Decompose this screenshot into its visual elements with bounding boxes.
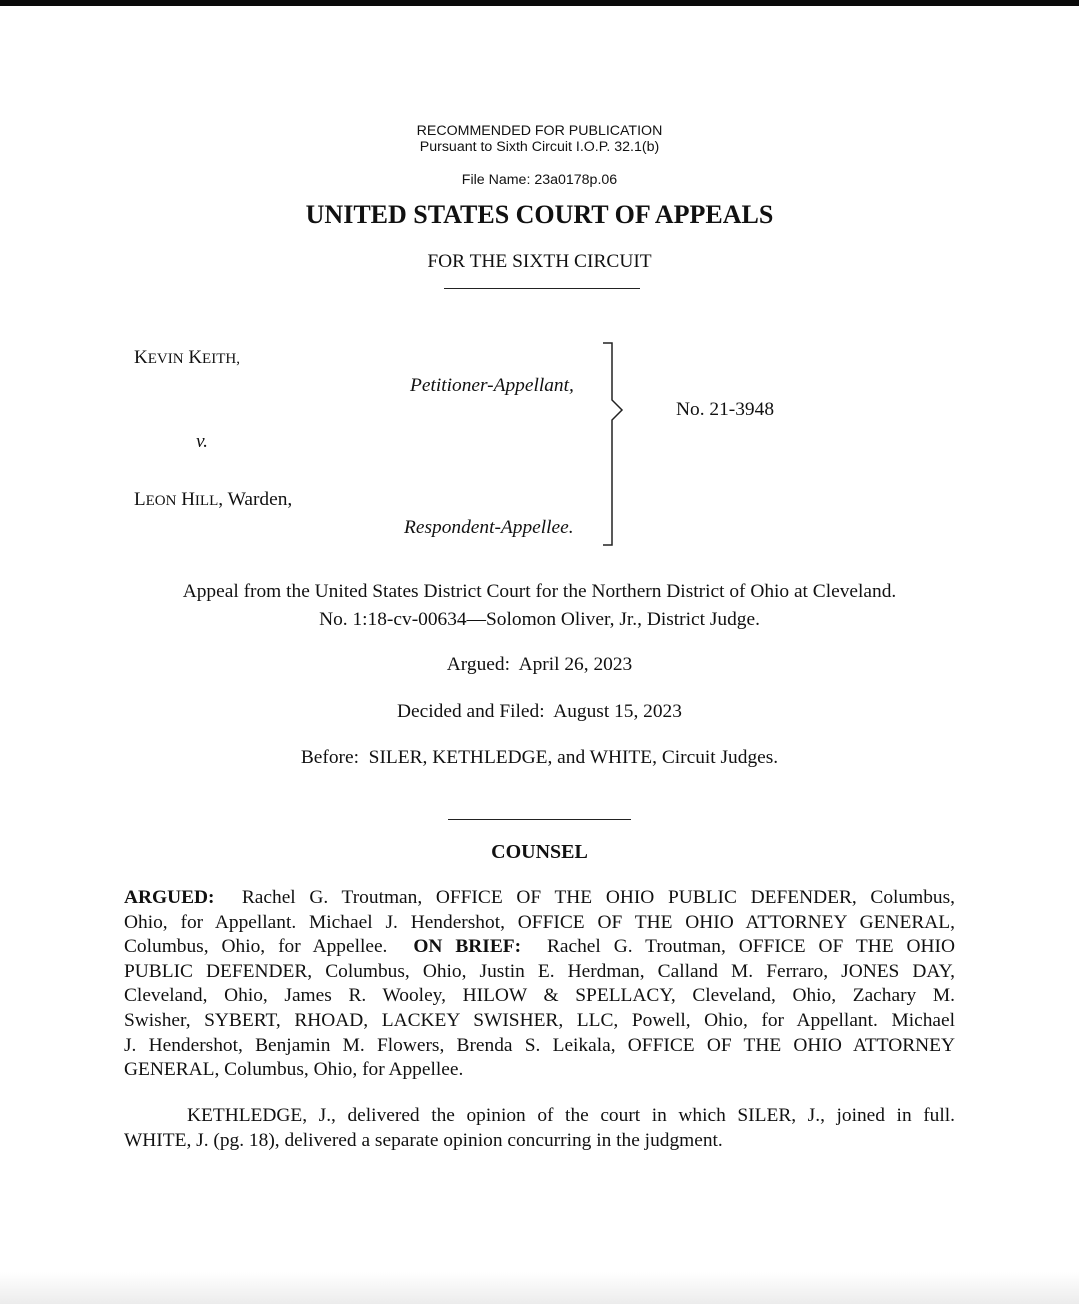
opinion-line-1: KETHLEDGE, J., delivered the opinion of the court in which SILER, J., joined in full.: [187, 1105, 955, 1126]
opinion-line-2: WHITE, J. (pg. 18), delivered a separate opinion concurring in the judgment.: [124, 1129, 723, 1151]
counsel-line-3: Columbus, Ohio, for Appellee. ON BRIEF: Rachel G. Troutman, OFFICE OF THE OHIO: [124, 936, 955, 958]
header-rule: [444, 288, 640, 289]
panel-judges: Before: SILER, KETHLEDGE, and WHITE, Circuit Judges.: [300, 747, 779, 768]
appellee-role: Respondent-Appellee.: [404, 517, 574, 538]
appeal-line-2: No. 1:18-cv-00634—Solomon Oliver, Jr., District Judge.: [319, 609, 760, 630]
decided-date: Decided and Filed: August 15, 2023: [397, 701, 682, 722]
counsel-line-4: PUBLIC DEFENDER, Columbus, Ohio, Justin E. Herdman, Calland M. Ferraro, JONES DAY,: [124, 960, 955, 982]
court-title: UNITED STATES COURT OF APPEALS: [305, 200, 774, 229]
counsel-line-7: J. Hendershot, Benjamin M. Flowers, Brenda S. Leikala, OFFICE OF THE OHIO ATTORNEY: [124, 1034, 955, 1056]
file-name: File Name: 23a0178p.06: [461, 172, 618, 188]
bottom-shadow: [0, 1272, 1079, 1304]
counsel-paragraph: [124, 886, 955, 1083]
counsel-heading: COUNSEL: [491, 841, 588, 863]
argued-date: Argued: April 26, 2023: [446, 654, 633, 675]
versus: v.: [196, 431, 209, 452]
appellee-name: LEON HILL, Warden,: [134, 489, 293, 510]
circuit-name: FOR THE SIXTH CIRCUIT: [427, 251, 652, 272]
argued-label: ARGUED:: [124, 887, 215, 908]
caption-brace: [598, 342, 630, 548]
top-border: [0, 0, 1079, 6]
counsel-line-8: GENERAL, Columbus, Ohio, for Appellee.: [124, 1059, 464, 1081]
case-number: No. 21-3948: [676, 399, 775, 420]
appellant-name: KEVIN KEITH,: [134, 347, 240, 368]
counsel-line-5: Cleveland, Ohio, James R. Wooley, HILOW & SPELLACY, Cleveland, Ohio, Zachary M.: [124, 985, 955, 1007]
counsel-line-1: ARGUED: Rachel G. Troutman, OFFICE OF THE OHIO PUBLIC DEFENDER, Columbus,: [124, 887, 955, 908]
publication-notice: RECOMMENDED FOR PUBLICATION: [416, 123, 663, 139]
counsel-line-2: Ohio, for Appellant. Michael J. Hendershot, OFFICE OF THE OHIO ATTORNEY GENERAL,: [124, 911, 955, 933]
counsel-line-6: Swisher, SYBERT, RHOAD, LACKEY SWISHER, LLC, Powell, Ohio, for Appellant. Michael: [124, 1009, 955, 1031]
pursuant-notice: Pursuant to Sixth Circuit I.O.P. 32.1(b): [419, 139, 660, 155]
on-brief-label: ON BRIEF:: [413, 936, 522, 958]
appeal-line-1: Appeal from the United States District Court for the Northern District of Ohio at Cleveland.: [182, 581, 897, 602]
appellant-role: Petitioner-Appellant,: [410, 375, 574, 396]
section-rule: [448, 819, 631, 820]
opinion-paragraph: [124, 1104, 955, 1153]
